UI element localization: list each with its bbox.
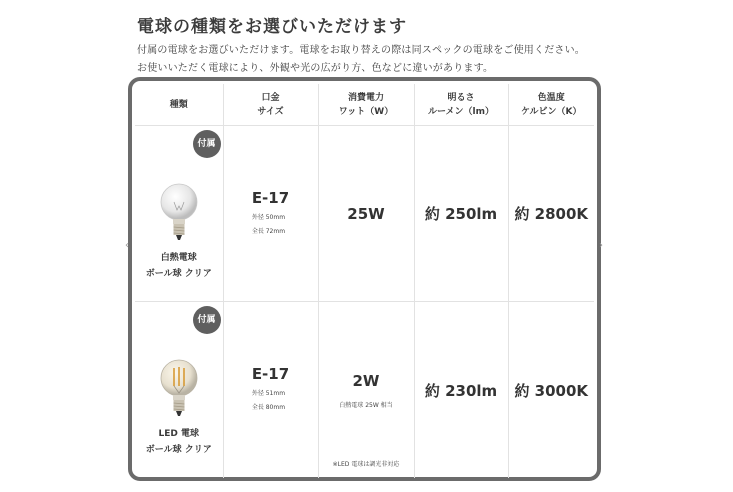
incandescent-bulb-icon xyxy=(159,180,199,244)
outer-diameter: 外径 50mm xyxy=(251,213,286,221)
led-filament-bulb-icon xyxy=(159,356,199,420)
kelvin: 約 3000K xyxy=(514,381,589,400)
base-size: E-17 xyxy=(251,365,290,384)
bulb-name: 白熱電球 ボール球 クリア xyxy=(145,252,212,279)
outer-diameter: 外径 51mm xyxy=(251,390,286,398)
table-row xyxy=(135,302,594,478)
brightness-cell xyxy=(414,126,508,302)
dimming-footnote: ※LED 電球は調光非対応 xyxy=(332,461,400,468)
base-cell xyxy=(223,126,318,302)
kelvin: 約 2800K xyxy=(514,205,589,224)
type-cell xyxy=(135,302,223,478)
note-line-1: 付属の電球をお選びいただけます。電球をお取り替えの際は同スペックの電球をご使用ください。 xyxy=(137,45,585,56)
wattage-equivalent: 白熱電球 25W 相当 xyxy=(339,401,393,409)
power-cell xyxy=(318,302,414,478)
header-type: 種類 xyxy=(135,84,223,126)
bulb-name: LED 電球 ボール球 クリア xyxy=(145,429,212,456)
header-base: 口金 サイズ xyxy=(223,84,318,126)
base-size: E-17 xyxy=(251,188,290,207)
right-arrow-icon: › xyxy=(599,240,603,251)
bulb-spec-table xyxy=(135,84,594,478)
base-cell xyxy=(223,302,318,478)
page-title: 電球の種類をお選びいただけます xyxy=(137,17,407,37)
overall-length: 全長 80mm xyxy=(251,404,286,412)
lumen: 約 250lm xyxy=(424,205,498,224)
lumen: 約 230lm xyxy=(424,381,498,400)
color-temp-cell xyxy=(508,302,594,478)
note-line-2: お使いいただく電球により、外観や光の広がり方、色などに違いがあります。 xyxy=(137,63,494,74)
left-arrow-icon: ‹ xyxy=(125,240,129,251)
power-cell xyxy=(318,126,414,302)
brightness-cell xyxy=(414,302,508,478)
included-badge: 付属 xyxy=(193,306,221,334)
color-temp-cell xyxy=(508,126,594,302)
table-row xyxy=(135,126,594,302)
wattage: 2W xyxy=(352,371,380,390)
header-color-temp: 色温度 ケルビン（K） xyxy=(508,84,594,126)
type-cell xyxy=(135,126,223,302)
header-power: 消費電力 ワット（W） xyxy=(318,84,414,126)
table-header-row xyxy=(135,84,594,126)
header-brightness: 明るさ ルーメン（lm） xyxy=(414,84,508,126)
included-badge: 付属 xyxy=(193,130,221,158)
wattage: 25W xyxy=(347,204,385,223)
overall-length: 全長 72mm xyxy=(251,227,286,235)
